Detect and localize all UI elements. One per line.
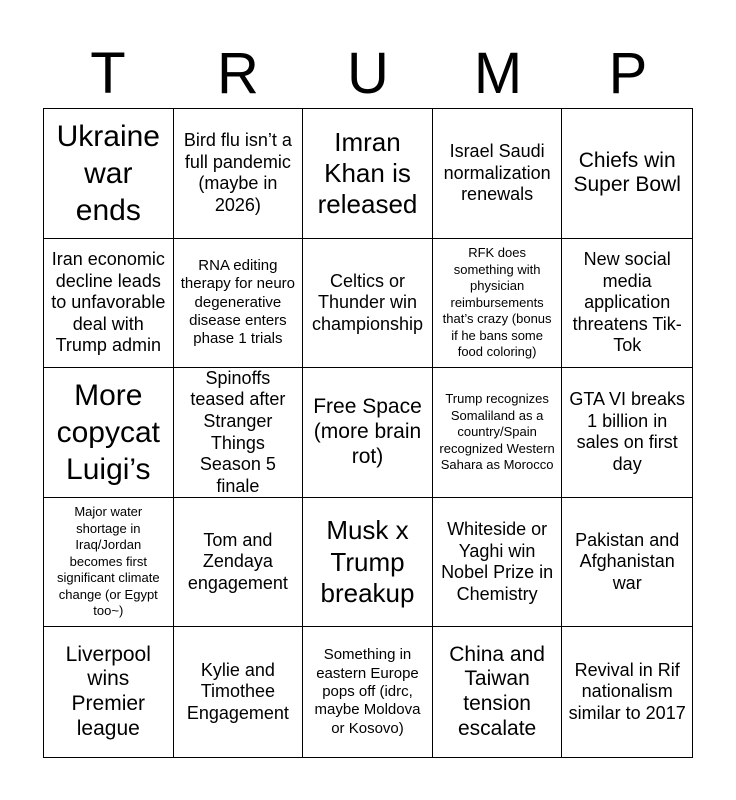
bingo-cell[interactable]: [44, 368, 174, 498]
cell-text: Kylie and Timothee Engagement: [186, 659, 289, 723]
bingo-cell[interactable]: [433, 627, 563, 757]
bingo-header: [43, 40, 693, 108]
header-letter-r: R: [217, 41, 259, 106]
bingo-cell[interactable]: [44, 239, 174, 369]
cell-text: Free Space (more brain rot): [313, 395, 422, 468]
cell-text: Pakistan and Afghanistan war: [575, 529, 680, 593]
cell-text: Trump recognizes Somaliland as a country/Spain recognized Western Sahara as Morocco: [439, 391, 555, 473]
bingo-cell[interactable]: [174, 368, 304, 498]
bingo-cell[interactable]: [562, 627, 692, 757]
bingo-cell[interactable]: [433, 239, 563, 369]
cell-text: GTA VI breaks 1 billion in sales on first day: [569, 389, 686, 475]
bingo-cell[interactable]: [174, 239, 304, 369]
bingo-cell[interactable]: [303, 627, 433, 757]
cell-text: China and Taiwan tension escalate: [449, 642, 545, 740]
bingo-cell[interactable]: [433, 109, 563, 239]
bingo-cell[interactable]: [562, 368, 692, 498]
bingo-cell[interactable]: [433, 368, 563, 498]
cell-text: Israel Saudi normalization renewals: [443, 140, 551, 205]
cell-text: More copycat Luigi’s: [56, 378, 160, 487]
cell-text: Revival in Rif nationalism similar to 2017: [568, 659, 686, 723]
header-letter-u: U: [347, 41, 389, 106]
cell-text: RFK does something with physician reimbursements that’s crazy (bonus if he bans some food coloring): [442, 245, 552, 360]
cell-text: Bird flu isn’t a full pandemic (maybe in 2026): [183, 130, 292, 215]
cell-text: Musk x Trump breakup: [320, 515, 415, 608]
cell-text: Iran economic decline leads to unfavorable deal with Trump admin: [51, 248, 166, 356]
bingo-cell[interactable]: [303, 239, 433, 369]
cell-text: Whiteside or Yaghi win Nobel Prize in Chemistry: [441, 518, 554, 604]
bingo-board: [43, 108, 693, 758]
bingo-cell[interactable]: [174, 498, 304, 628]
bingo-cell[interactable]: [562, 109, 692, 239]
header-letter-m: M: [473, 41, 523, 106]
cell-text: Spinoffs teased after Stranger Things Season 5 finale: [190, 368, 286, 496]
bingo-cell[interactable]: [174, 109, 304, 239]
cell-text: Something in eastern Europe pops off (idrc, maybe Moldova or Kosovo): [314, 646, 421, 737]
bingo-cell[interactable]: [303, 498, 433, 628]
header-letter-p: P: [608, 41, 648, 106]
bingo-cell[interactable]: [44, 627, 174, 757]
bingo-cell free-space[interactable]: [303, 368, 433, 498]
bingo-cell[interactable]: [562, 239, 692, 369]
cell-text: Major water shortage in Iraq/Jordan becomes first significant climate change (or Egypt too~): [56, 504, 160, 619]
cell-text: Celtics or Thunder win championship: [311, 270, 424, 334]
bingo-cell[interactable]: [562, 498, 692, 628]
cell-text: RNA editing therapy for neuro degenerative disease enters phase 1 trials: [180, 257, 296, 348]
bingo-cell[interactable]: [44, 498, 174, 628]
bingo-cell[interactable]: [44, 109, 174, 239]
cell-text: New social media application threatens Tik-Tok: [572, 248, 682, 356]
bingo-cell[interactable]: [433, 498, 563, 628]
bingo-cell[interactable]: [303, 109, 433, 239]
cell-text: Ukraine war ends: [56, 119, 160, 227]
cell-text: Tom and Zendaya engagement: [187, 529, 288, 593]
bingo-cell[interactable]: [174, 627, 304, 757]
cell-text: Chiefs win Super Bowl: [573, 148, 681, 197]
cell-text: Imran Khan is released: [317, 126, 418, 219]
header-letter-t: T: [90, 41, 126, 106]
cell-text: Liverpool wins Premier league: [65, 642, 151, 740]
